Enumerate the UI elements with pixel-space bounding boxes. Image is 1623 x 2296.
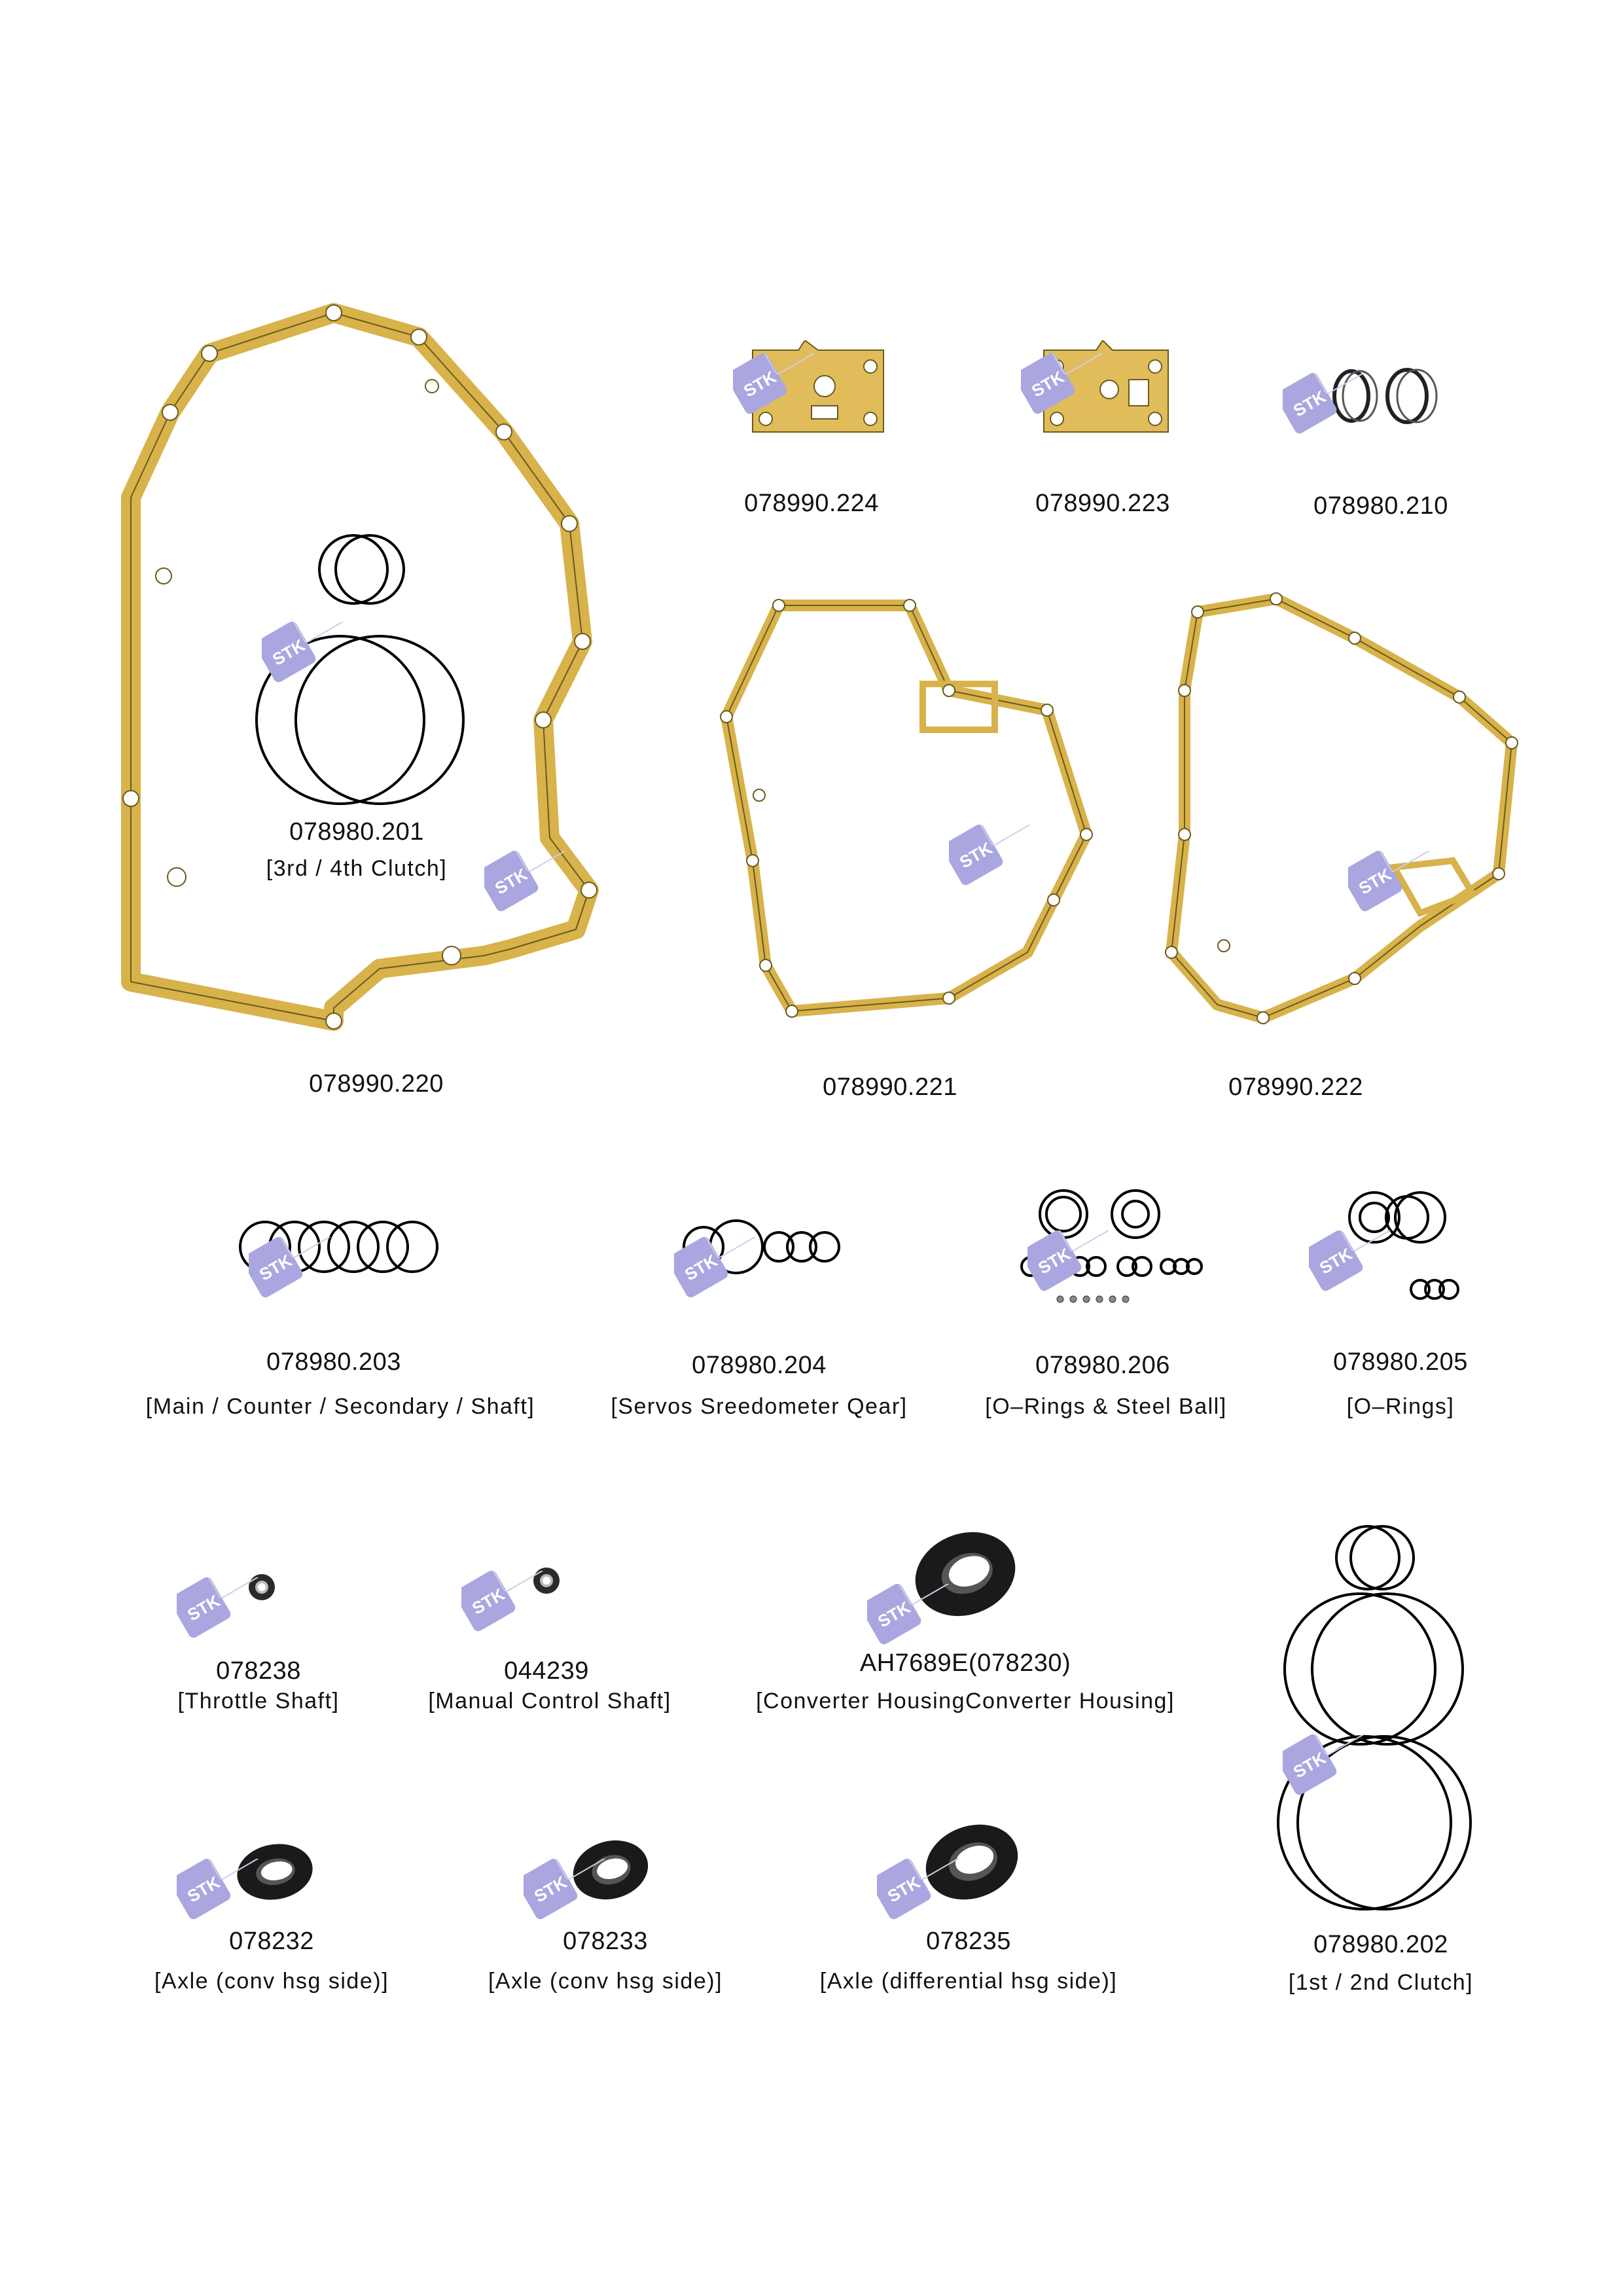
- part-code: 078980.205: [1333, 1348, 1468, 1376]
- part-code: 078990.221: [823, 1073, 957, 1101]
- part-code: 078980.206: [1035, 1352, 1170, 1379]
- part-description: [Manual Control Shaft]: [428, 1689, 671, 1713]
- part-code: 078990.224: [744, 490, 879, 517]
- part-description: [Axle (conv hsg side)]: [154, 1969, 389, 1994]
- part-code: 044239: [504, 1657, 589, 1685]
- part-description: [Servos Sreedometer Qear]: [611, 1394, 908, 1419]
- part-code: 078980.204: [692, 1352, 827, 1379]
- part-code: AH7689E(078230): [859, 1649, 1071, 1677]
- part-description: [Converter HousingConverter Housing]: [756, 1689, 1175, 1713]
- part-description: [1st / 2nd Clutch]: [1288, 1970, 1474, 1995]
- part-description: [Axle (conv hsg side)]: [488, 1969, 723, 1994]
- part-code: 078233: [563, 1928, 648, 1955]
- part-description: [Throttle Shaft]: [177, 1689, 340, 1713]
- part-code: 078232: [229, 1928, 314, 1955]
- part-code: 078980.210: [1313, 492, 1448, 520]
- part-description: [O–Rings]: [1346, 1394, 1455, 1419]
- part-description: [O–Rings & Steel Ball]: [985, 1394, 1227, 1419]
- part-code: 078980.202: [1313, 1931, 1448, 1958]
- part-description: [Axle (differential hsg side)]: [819, 1969, 1118, 1994]
- part-description: [Main / Counter / Secondary / Shaft]: [145, 1394, 535, 1419]
- housing-gasket-image: [713, 586, 1106, 1031]
- part-code: 078990.223: [1035, 490, 1170, 517]
- part-code: 078980.201: [289, 818, 424, 846]
- part-code: 078235: [926, 1928, 1011, 1955]
- part-code: 078990.222: [1228, 1073, 1363, 1101]
- part-code: 078238: [216, 1657, 301, 1685]
- part-description: [3rd / 4th Clutch]: [266, 856, 448, 881]
- part-code: 078990.220: [309, 1070, 444, 1098]
- part-code: 078980.203: [266, 1348, 401, 1376]
